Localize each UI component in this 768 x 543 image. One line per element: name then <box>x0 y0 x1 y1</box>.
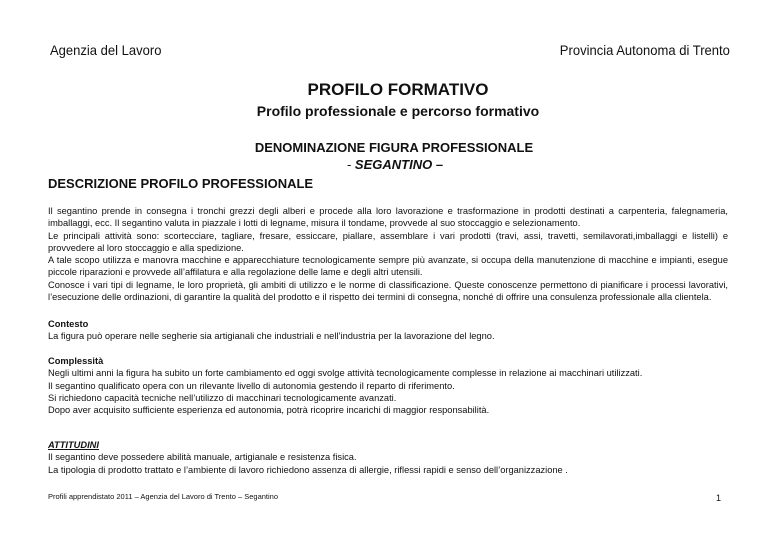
contesto-section <box>48 318 728 343</box>
header-right: Provincia Autonoma di Trento <box>559 42 730 58</box>
complessita-heading: Complessità <box>48 356 104 366</box>
attitudini-line: La tipologia di prodotto trattato e l’ambiente di lavoro richiedono assenza di allergie, riflessi rapidi e senso dell’organizzazione . <box>48 464 568 475</box>
page-title: PROFILO FORMATIVO <box>307 80 489 99</box>
denomination-label: DENOMINAZIONE FIGURA PROFESSIONALE <box>254 140 534 155</box>
denomination-dash: - <box>346 157 352 172</box>
complessita-line: Dopo aver acquisito sufficiente esperienza ed autonomia, potrà ricoprire incarichi di maggior responsabilità. <box>48 405 490 416</box>
profile-name: SEGANTINO – <box>354 157 444 172</box>
header-left: Agenzia del Lavoro <box>50 42 162 58</box>
complessita-line: Si richiedono capacità tecniche nell’utilizzo di macchinari tecnologicamente avanzati. <box>48 392 397 403</box>
description-paragraph: Il segantino prende in consegna i tronchi grezzi degli alberi e procede alla loro lavorazione e trasformazione in prodotti destinati a carpenteria, falegnameria, imballaggi, ecc. Il segantino valuta in piazzale i lotti di legname, misura il tondame, provvede al suo stoccaggio e selezionamento. <box>48 206 728 229</box>
contesto-heading: Contesto <box>48 319 89 329</box>
description-paragraph: A tale scopo utilizza e manovra macchine e apparecchiature tecnologicamente sempre più avanzate, si occupa della manutenzione di macchine e impianti, esegue piccole riparazioni e provvede all’affilatura e alla regolazione delle lame e degli altri utensili. <box>48 255 728 278</box>
description-heading: DESCRIZIONE PROFILO PROFESSIONALE <box>48 176 314 191</box>
description-paragraph: Conosce i vari tipi di legname, le loro proprietà, gli ambiti di utilizzo e le norme di classificazione. Queste conoscenze permettono di pianificare i processi lavorativi, l’esecuzione delle ordinazioni, di garantire la qualità del prodotto e il rispetto dei termini di consegna, nonché di offrire una consulenza professionale alla clientela. <box>48 279 728 303</box>
attitudini-section <box>48 439 728 476</box>
attitudini-line: Il segantino deve possedere abilità manuale, artigianale e resistenza fisica. <box>48 452 357 463</box>
footer-text: Profili apprendistato 2011 – Agenzia del Lavoro di Trento – Segantino <box>48 492 279 501</box>
page-subtitle: Profilo professionale e percorso formativo <box>256 103 540 119</box>
contesto-line: La figura può operare nelle segherie sia artigianali che industriali e nell’industria per la lavorazione del legno. <box>48 331 495 342</box>
complessita-line: Negli ultimi anni la figura ha subito un forte cambiamento ed oggi svolge attività tecnologicamente complesse in relazione ai macchinari utilizzati. <box>48 368 643 379</box>
description-paragraph: Le principali attività sono: scortecciare, tagliare, fresare, essiccare, piallare, assemblare i vari prodotti (travi, assi, travetti, semilavorati,imballaggi e listelli) e provvedere al loro stoccaggio e alla spedizione. <box>48 230 728 253</box>
complessita-section <box>48 355 728 416</box>
complessita-line: Il segantino qualificato opera con un rilevante livello di autonomia gestendo il reparto di riferimento. <box>48 380 455 391</box>
denomination-line <box>0 157 768 172</box>
description-body <box>48 205 728 303</box>
attitudini-heading: ATTITUDINI <box>48 440 99 450</box>
page-number: 1 <box>716 493 722 503</box>
